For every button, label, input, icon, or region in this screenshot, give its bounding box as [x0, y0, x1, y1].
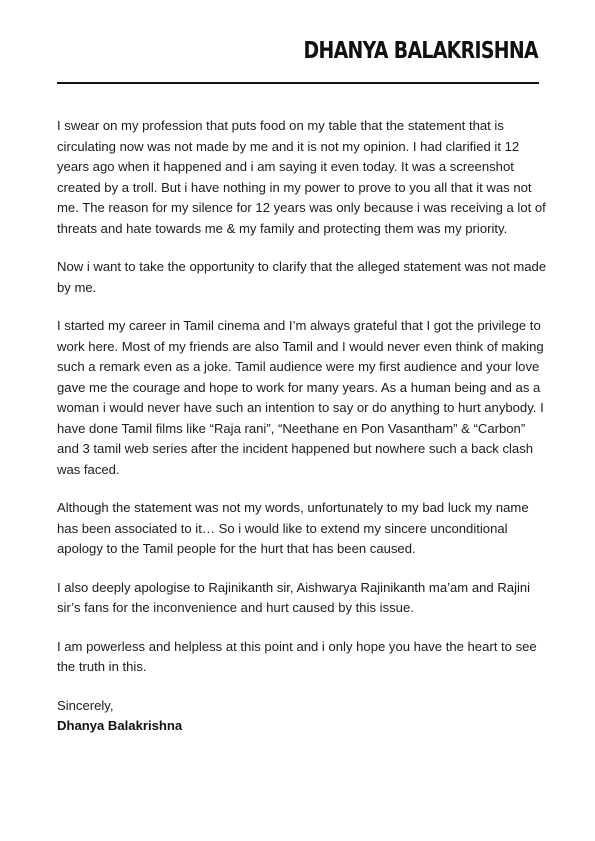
paragraph-1: I swear on my profession that puts food on my table that the statement that is circulating now was not made by me and it is not my opinion. I had clarified it 12 years ago when it happened and i am saying it even today. It was a screenshot created by a troll. But i have nothing in my power to prove to you all that it was not me. The reason for my silence for 12 years was only because i was receiving a lot of threats and hate towards me & my family and protecting them was my priority.: [57, 118, 546, 236]
paragraph-6: I am powerless and helpless at this point and i only hope you have the heart to see the truth in this.: [57, 638, 537, 674]
paragraph-4: Although the statement was not my words, unfortunately to my bad luck my name has been associated to it… So i would like to extend my sincere unconditional apology to the Tamil people for the hurt that has been caused.: [57, 500, 529, 556]
paragraph-3: I started my career in Tamil cinema and I’m always grateful that I got the privilege to work here. Most of my friends are also Tamil and I would never even think of making such a remark even as a joke. Tamil audience were my first audience and your love gave me the courage and hope to work for many years. As a human being and as a woman i would never have such an intention to say or do anything to hurt anybody. I have done Tamil films like “Raja rani”, “Neethane en Pon Vasantham” & “Carbon” and 3 tamil web series after the incident happened but nowhere such a back clash was faced.: [57, 318, 544, 477]
letter-body: [57, 116, 547, 737]
paragraph-5: I also deeply apologise to Rajinikanth sir, Aishwarya Rajinikanth ma’am and Rajini sir’s fans for the inconvenience and hurt caused by this issue.: [57, 579, 531, 615]
header-name: DHANYA BALAKRISHNA: [303, 38, 538, 64]
paragraph-2: Now i want to take the opportunity to clarify that the alleged statement was not made by me.: [57, 259, 547, 295]
signature-name: Dhanya Balakrishna: [57, 718, 183, 733]
header-divider: [57, 82, 539, 84]
closing-line: Sincerely,: [57, 697, 114, 713]
